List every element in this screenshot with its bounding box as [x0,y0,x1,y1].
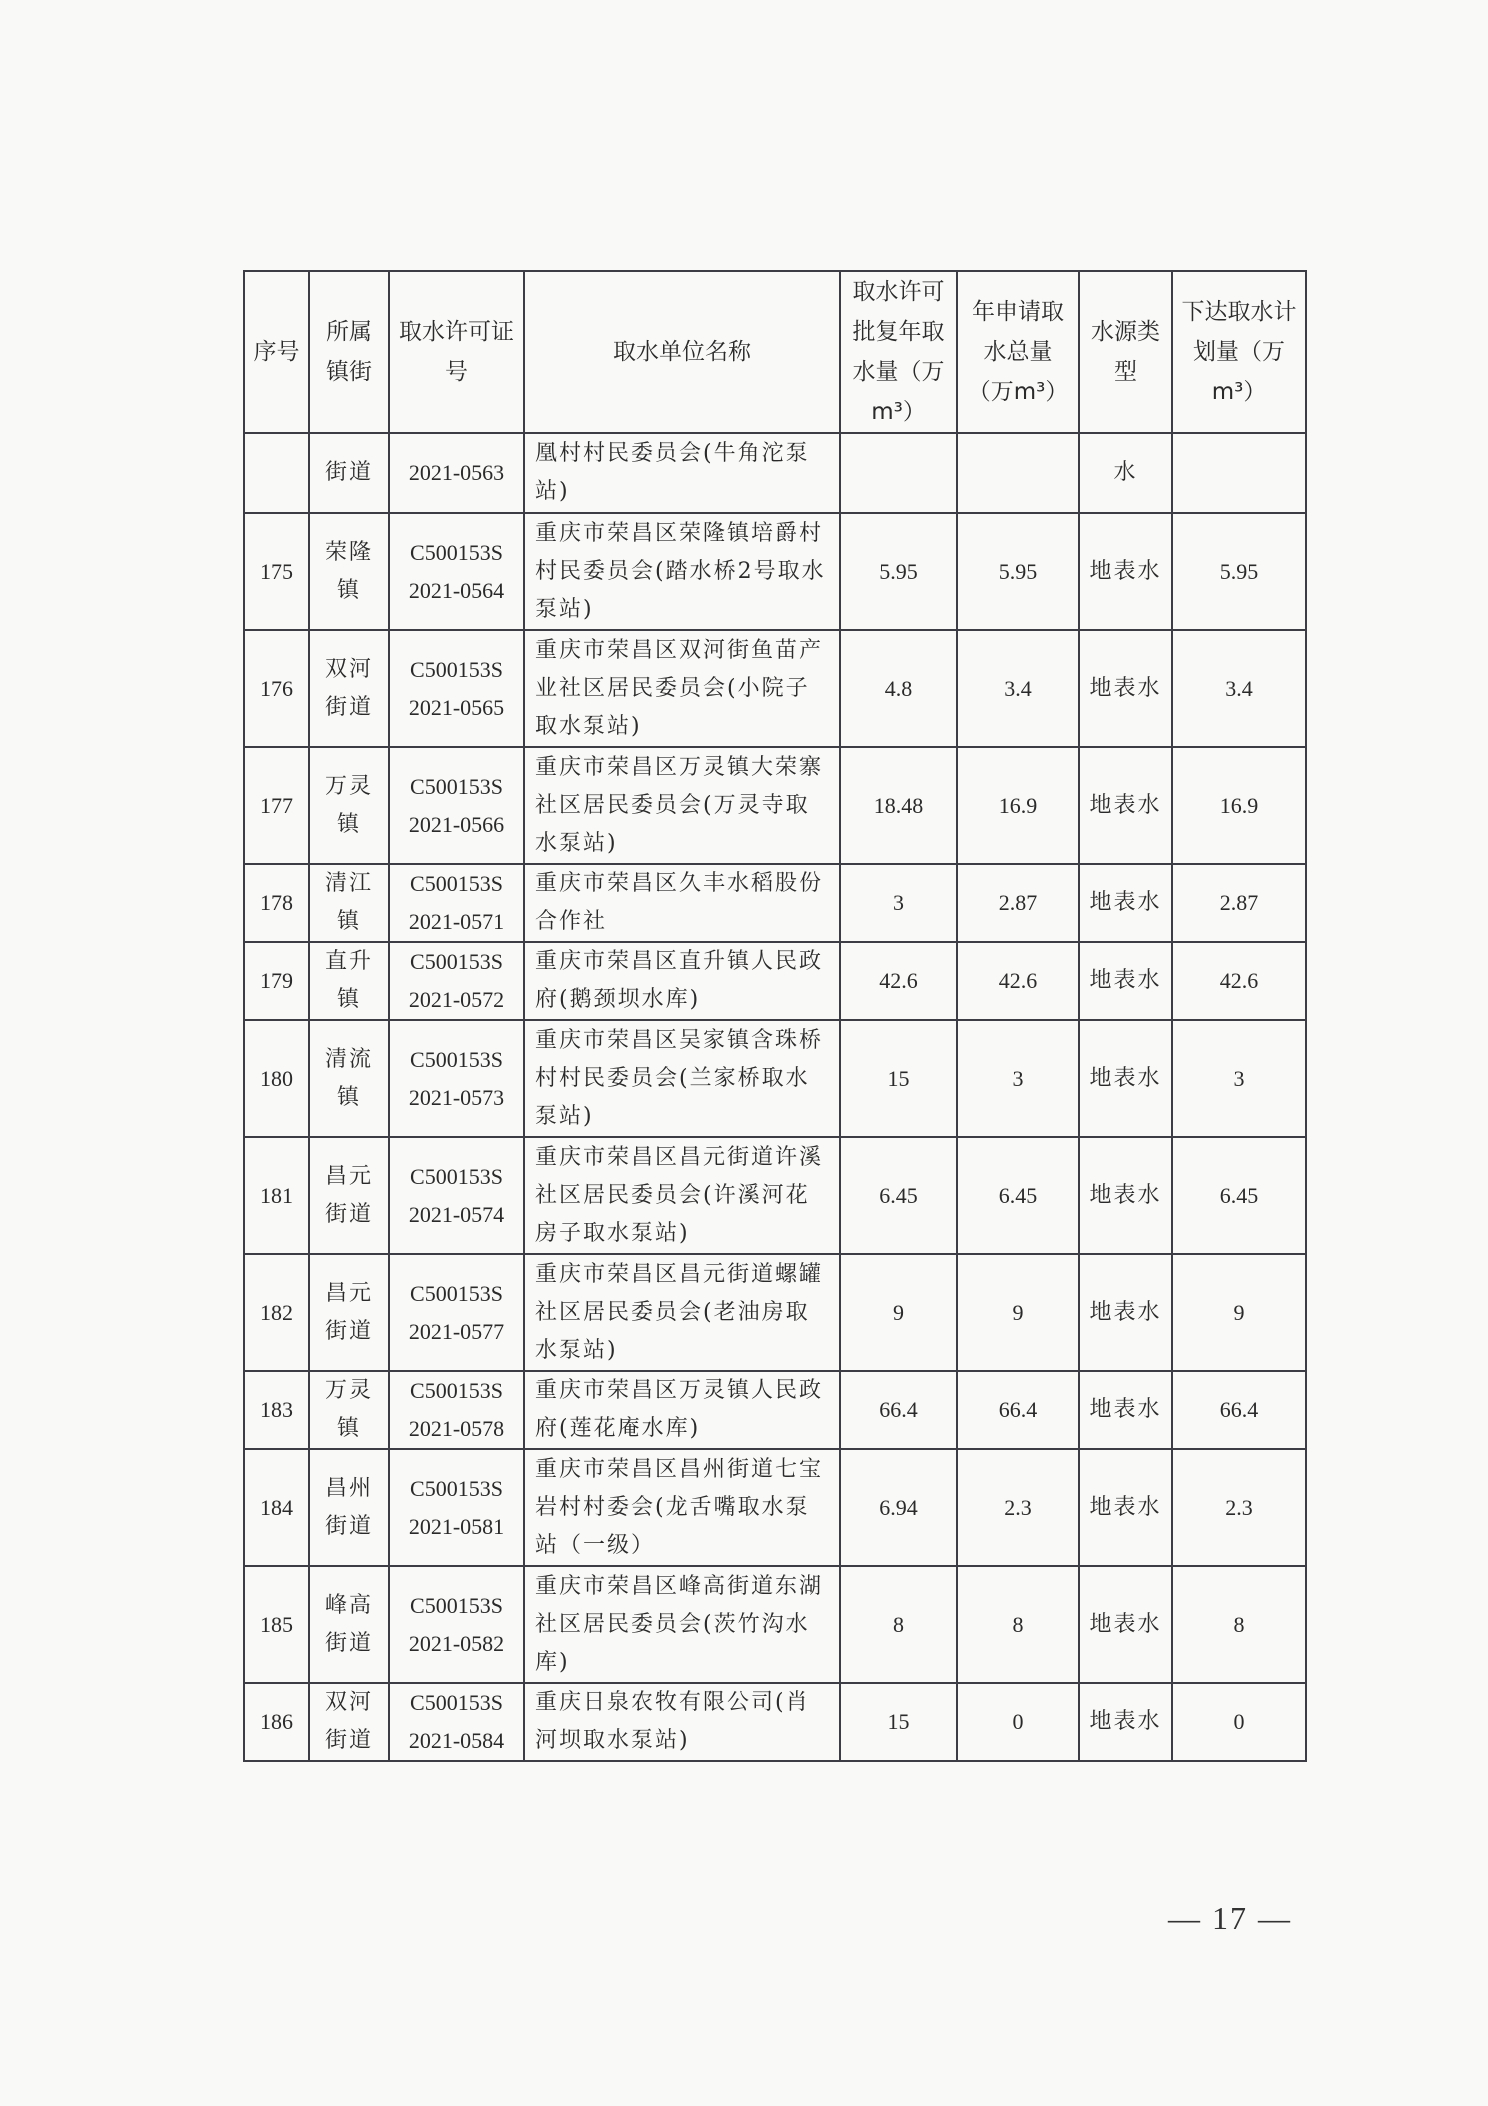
cell-approved: 9 [840,1254,957,1371]
cell-source: 地表水 [1079,942,1172,1020]
cell-plan: 5.95 [1172,513,1306,630]
header-plan: 下达取水计划量（万m³） [1172,271,1306,433]
cell-town: 直升镇 [309,942,389,1020]
cell-town: 昌元街道 [309,1254,389,1371]
cell-unit-name: 重庆市荣昌区直升镇人民政府(鹅颈坝水库) [524,942,840,1020]
cell-permit-no: C500153S 2021-0574 [389,1137,524,1254]
table-row [244,747,1306,864]
cell-approved: 4.8 [840,630,957,747]
cell-approved: 6.45 [840,1137,957,1254]
cell-seq: 179 [244,942,309,1020]
header-row [244,271,1306,433]
cell-town: 万灵镇 [309,747,389,864]
cell-plan: 3 [1172,1020,1306,1137]
cell-source: 地表水 [1079,747,1172,864]
cell-applied: 2.87 [957,864,1079,942]
cell-source: 地表水 [1079,1020,1172,1137]
cell-approved: 15 [840,1683,957,1761]
cell-source: 地表水 [1079,513,1172,630]
table-row [244,1449,1306,1566]
header-seq: 序号 [244,271,309,433]
cell-unit-name: 凰村村民委员会(牛角沱泵站) [524,433,840,513]
cell-applied: 2.3 [957,1449,1079,1566]
cell-applied: 5.95 [957,513,1079,630]
cell-approved: 15 [840,1020,957,1137]
cell-approved: 5.95 [840,513,957,630]
cell-applied: 8 [957,1566,1079,1683]
cell-unit-name: 重庆市荣昌区昌元街道许溪社区居民委员会(许溪河花房子取水泵站) [524,1137,840,1254]
header-permit-no: 取水许可证号 [389,271,524,433]
cell-town: 昌元街道 [309,1137,389,1254]
cell-seq: 180 [244,1020,309,1137]
table-row [244,1020,1306,1137]
cell-approved: 18.48 [840,747,957,864]
cell-plan: 0 [1172,1683,1306,1761]
cell-unit-name: 重庆市荣昌区荣隆镇培爵村村民委员会(踏水桥2号取水泵站) [524,513,840,630]
water-permit-table [243,270,1307,1762]
table-row-continuation [244,433,1306,513]
table-header [244,271,1306,433]
table-row [244,942,1306,1020]
cell-plan: 9 [1172,1254,1306,1371]
cell-approved: 6.94 [840,1449,957,1566]
table-row [244,1566,1306,1683]
cell-plan: 66.4 [1172,1371,1306,1449]
cell-permit-no: C500153S 2021-0577 [389,1254,524,1371]
table-row [244,630,1306,747]
cell-approved: 8 [840,1566,957,1683]
cell-unit-name: 重庆市荣昌区万灵镇大荣寨社区居民委员会(万灵寺取水泵站) [524,747,840,864]
cell-source: 地表水 [1079,1371,1172,1449]
cell-unit-name: 重庆市荣昌区万灵镇人民政府(莲花庵水库) [524,1371,840,1449]
cell-permit-no: C500153S 2021-0564 [389,513,524,630]
header-source: 水源类型 [1079,271,1172,433]
table-row [244,1254,1306,1371]
cell-seq: 183 [244,1371,309,1449]
cell-town: 清江镇 [309,864,389,942]
cell-unit-name: 重庆市荣昌区昌州街道七宝岩村村委会(龙舌嘴取水泵站（一级） [524,1449,840,1566]
cell-permit-no: C500153S 2021-0565 [389,630,524,747]
table-row [244,864,1306,942]
cell-town: 双河街道 [309,630,389,747]
cell-source: 地表水 [1079,630,1172,747]
cell-source: 水 [1079,433,1172,513]
cell-seq: 184 [244,1449,309,1566]
cell-permit-no: C500153S 2021-0572 [389,942,524,1020]
cell-permit-no: C500153S 2021-0581 [389,1449,524,1566]
cell-source: 地表水 [1079,1566,1172,1683]
cell-plan: 2.87 [1172,864,1306,942]
table-row [244,513,1306,630]
cell-permit-no: 2021-0563 [389,433,524,513]
cell-seq: 182 [244,1254,309,1371]
cell-seq: 185 [244,1566,309,1683]
cell-approved: 66.4 [840,1371,957,1449]
cell-town: 街道 [309,433,389,513]
table-body [244,433,1306,1761]
table-row [244,1371,1306,1449]
cell-applied: 16.9 [957,747,1079,864]
cell-applied: 66.4 [957,1371,1079,1449]
cell-seq: 181 [244,1137,309,1254]
cell-applied: 9 [957,1254,1079,1371]
table-row [244,1683,1306,1761]
cell-plan: 8 [1172,1566,1306,1683]
cell-plan: 6.45 [1172,1137,1306,1254]
cell-permit-no: C500153S 2021-0584 [389,1683,524,1761]
cell-approved: 3 [840,864,957,942]
page-number: — 17 — [1168,1900,1292,1936]
cell-source: 地表水 [1079,1449,1172,1566]
cell-source: 地表水 [1079,1683,1172,1761]
cell-source: 地表水 [1079,864,1172,942]
table-row [244,1137,1306,1254]
cell-seq: 177 [244,747,309,864]
cell-source: 地表水 [1079,1254,1172,1371]
cell-plan: 42.6 [1172,942,1306,1020]
cell-plan: 3.4 [1172,630,1306,747]
cell-plan [1172,433,1306,513]
cell-seq [244,433,309,513]
cell-town: 万灵镇 [309,1371,389,1449]
cell-applied: 6.45 [957,1137,1079,1254]
cell-seq: 178 [244,864,309,942]
cell-source: 地表水 [1079,1137,1172,1254]
cell-unit-name: 重庆市荣昌区昌元街道螺罐社区居民委员会(老油房取水泵站) [524,1254,840,1371]
header-approved: 取水许可批复年取水量（万m³） [840,271,957,433]
cell-town: 清流镇 [309,1020,389,1137]
header-applied: 年申请取水总量（万m³） [957,271,1079,433]
cell-seq: 186 [244,1683,309,1761]
header-unit-name: 取水单位名称 [524,271,840,433]
cell-town: 荣隆镇 [309,513,389,630]
cell-town: 双河街道 [309,1683,389,1761]
cell-permit-no: C500153S 2021-0578 [389,1371,524,1449]
cell-unit-name: 重庆市荣昌区吴家镇含珠桥村村民委员会(兰家桥取水泵站) [524,1020,840,1137]
cell-applied: 42.6 [957,942,1079,1020]
cell-applied: 3.4 [957,630,1079,747]
cell-applied: 0 [957,1683,1079,1761]
cell-seq: 176 [244,630,309,747]
cell-permit-no: C500153S 2021-0571 [389,864,524,942]
header-town: 所属镇街 [309,271,389,433]
cell-town: 峰高街道 [309,1566,389,1683]
cell-town: 昌州街道 [309,1449,389,1566]
cell-permit-no: C500153S 2021-0582 [389,1566,524,1683]
cell-unit-name: 重庆市荣昌区双河街鱼苗产业社区居民委员会(小院子取水泵站) [524,630,840,747]
cell-seq: 175 [244,513,309,630]
cell-unit-name: 重庆市荣昌区峰高街道东湖社区居民委员会(茨竹沟水库) [524,1566,840,1683]
cell-plan: 2.3 [1172,1449,1306,1566]
cell-permit-no: C500153S 2021-0573 [389,1020,524,1137]
cell-unit-name: 重庆市荣昌区久丰水稻股份合作社 [524,864,840,942]
cell-approved [840,433,957,513]
cell-unit-name: 重庆日泉农牧有限公司(肖河坝取水泵站) [524,1683,840,1761]
cell-approved: 42.6 [840,942,957,1020]
cell-plan: 16.9 [1172,747,1306,864]
cell-permit-no: C500153S 2021-0566 [389,747,524,864]
cell-applied: 3 [957,1020,1079,1137]
cell-applied [957,433,1079,513]
